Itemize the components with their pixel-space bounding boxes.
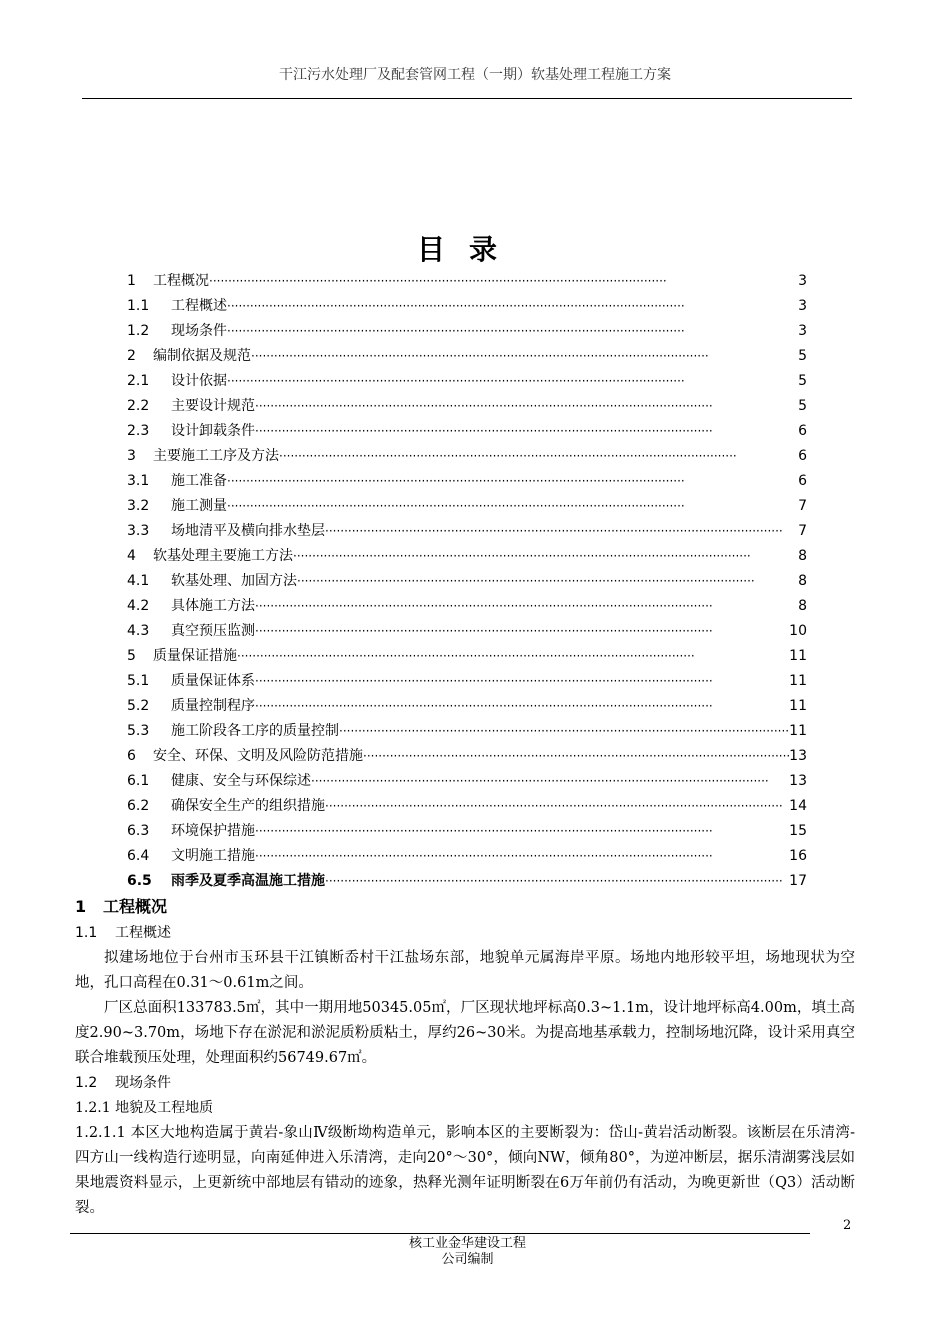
- toc-leader-dots: [255, 399, 793, 413]
- toc-entry[interactable]: [127, 770, 807, 795]
- toc-entry-page: 11: [789, 698, 807, 714]
- section-heading-1-2: [75, 1071, 855, 1096]
- toc-entry-number: 5: [127, 648, 136, 664]
- toc-entry-number: 3.2: [127, 498, 150, 514]
- toc-entry-page: 11: [789, 673, 807, 689]
- toc-leader-dots: [227, 324, 793, 338]
- toc-entry-page: 3: [798, 323, 807, 339]
- toc-entry[interactable]: [127, 270, 807, 295]
- toc-entry-page: 5: [798, 373, 807, 389]
- toc-entry-number: 2.3: [127, 423, 150, 439]
- toc-entry-page: 3: [798, 273, 807, 289]
- toc-leader-dots: [339, 724, 789, 738]
- toc-entry-number: 2: [127, 348, 136, 364]
- toc-entry-label: 设计依据: [171, 373, 227, 389]
- toc-entry-number: 1.2: [127, 323, 150, 339]
- toc-entry-number: 6.4: [127, 848, 150, 864]
- toc-entry-number: 6.5: [127, 873, 152, 889]
- toc-entry-number: 5.3: [127, 723, 150, 739]
- toc-entry-page: 15: [789, 823, 807, 839]
- toc-entry-label: 质量控制程序: [171, 698, 255, 714]
- toc-entry-number: 5.1: [127, 673, 150, 689]
- toc-leader-dots: [311, 774, 789, 788]
- toc-title: 目录: [416, 233, 521, 266]
- toc-leader-dots: [279, 449, 793, 463]
- toc-leader-dots: [325, 799, 789, 813]
- toc-entry[interactable]: [127, 495, 807, 520]
- toc-entry-page: 8: [798, 598, 807, 614]
- toc-entry-label: 设计卸载条件: [171, 423, 255, 439]
- toc-entry[interactable]: [127, 595, 807, 620]
- toc-entry-label: 施工准备: [171, 473, 227, 489]
- toc-entry-label: 编制依据及规范: [153, 348, 251, 364]
- toc-leader-dots: [255, 674, 789, 688]
- toc-leader-dots: [255, 599, 793, 613]
- toc-leader-dots: [255, 624, 789, 638]
- toc-entry[interactable]: [127, 445, 807, 470]
- toc-entry[interactable]: [127, 570, 807, 595]
- toc-entry[interactable]: [127, 345, 807, 370]
- toc-entry-label: 雨季及夏季高温施工措施: [171, 873, 325, 889]
- toc-entry-number: 3.3: [127, 523, 150, 539]
- paragraph: 1.2.1.1 本区大地构造属于黄岩-象山Ⅳ级断坳构造单元，影响本区的主要断裂为：岱山-黄岩活动断裂。该断层在乐清湾-四方山一线构造行迹明显，向南延伸进入乐清湾，走向20°～30°，倾向NW，倾角80°，为逆冲断层，据乐清湖雾浅层如果地震资料显示，上更新统中部地层有错动的迹象，热释光测年证明断裂在6万年前仍有活动，为晚更新世（Q3）活动断裂。: [75, 1125, 855, 1216]
- toc-entry-number: 1.1: [127, 298, 150, 314]
- toc-entry-page: 6: [798, 473, 807, 489]
- toc-entry-label: 环境保护措施: [171, 823, 255, 839]
- toc-entry-page: 5: [798, 398, 807, 414]
- toc-leader-dots: [227, 374, 793, 388]
- toc-entry-page: 8: [798, 548, 807, 564]
- toc-entry[interactable]: [127, 720, 807, 745]
- toc-leader-dots: [227, 499, 793, 513]
- footer-line: 核工业金华建设工程: [408, 1236, 526, 1251]
- toc-entry-page: 7: [798, 523, 807, 539]
- running-header: 干江污水处理厂及配套管网工程（一期）软基处理工程施工方案: [279, 67, 671, 83]
- toc-entry-page: 11: [789, 723, 807, 739]
- section-heading-1: [75, 894, 855, 921]
- section-number: 1.2: [75, 1075, 98, 1091]
- toc-entry-label: 健康、安全与环保综述: [171, 773, 311, 789]
- toc-entry-number: 4.2: [127, 598, 150, 614]
- toc-entry[interactable]: [127, 745, 807, 770]
- toc-leader-dots: [251, 349, 793, 363]
- toc-entry-number: 6.3: [127, 823, 150, 839]
- toc-entry-number: 2.2: [127, 398, 150, 414]
- toc-entry-page: 16: [789, 848, 807, 864]
- toc-entry-page: 13: [789, 748, 807, 764]
- toc-entry-label: 具体施工方法: [171, 598, 255, 614]
- toc-entry-label: 安全、环保、文明及风险防范措施: [153, 748, 363, 764]
- toc-leader-dots: [227, 299, 793, 313]
- toc-leader-dots: [255, 699, 789, 713]
- toc-entry[interactable]: [127, 620, 807, 645]
- toc-entry[interactable]: [127, 370, 807, 395]
- toc-entry-page: 14: [789, 798, 807, 814]
- toc-leader-dots: [255, 849, 789, 863]
- toc-entry[interactable]: [127, 395, 807, 420]
- header-divider: [82, 98, 852, 99]
- subsection-heading: 1.2.1 地貌及工程地质: [75, 1100, 214, 1116]
- toc-leader-dots: [297, 574, 793, 588]
- toc-entry-page: 13: [789, 773, 807, 789]
- toc-entry-label: 真空预压监测: [171, 623, 255, 639]
- toc-entry-page: 5: [798, 348, 807, 364]
- toc-entry[interactable]: [127, 820, 807, 845]
- toc-leader-dots: [255, 424, 793, 438]
- toc-entry[interactable]: [127, 870, 807, 895]
- toc-leader-dots: [209, 274, 793, 288]
- toc-entry-label: 场地清平及横向排水垫层: [171, 523, 325, 539]
- section-heading-1-1: [75, 921, 855, 946]
- toc-leader-dots: [325, 524, 793, 538]
- footer: [0, 1236, 935, 1268]
- toc-entry[interactable]: [127, 845, 807, 870]
- toc-entry-label: 质量保证体系: [171, 673, 255, 689]
- section-title: 工程概况: [103, 897, 168, 916]
- toc-entry-number: 3.1: [127, 473, 150, 489]
- toc-entry[interactable]: [127, 545, 807, 570]
- toc-entry[interactable]: [127, 470, 807, 495]
- toc-entry-label: 工程概况: [153, 273, 209, 289]
- toc-entry-page: 3: [798, 298, 807, 314]
- toc-leader-dots: [325, 874, 789, 888]
- section-title: 工程概述: [115, 925, 171, 941]
- toc-entry-label: 施工阶段各工序的质量控制: [171, 723, 339, 739]
- toc-entry-number: 4.1: [127, 573, 150, 589]
- toc-entry-label: 施工测量: [171, 498, 227, 514]
- toc-entry[interactable]: [127, 695, 807, 720]
- toc-entry-label: 主要施工工序及方法: [153, 448, 279, 464]
- toc-entry[interactable]: [127, 670, 807, 695]
- toc-entry-number: 1: [127, 273, 136, 289]
- paragraph: 厂区总面积133783.5㎡，其中一期用地50345.05㎡，厂区现状地坪标高0.3~1.1m，设计地坪标高4.00m，填土高度2.90~3.70m，场地下存在淤泥和淤泥质粉质粘土，厚约26~30米。为提高地基承载力，控制场地沉降，设计采用真空联合堆载预压处理，处理面积约56749.67㎡。: [75, 1000, 855, 1066]
- toc-entry-label: 文明施工措施: [171, 848, 255, 864]
- toc-entry-number: 4.3: [127, 623, 150, 639]
- toc-leader-dots: [293, 549, 793, 563]
- toc-entry-label: 现场条件: [171, 323, 227, 339]
- toc-entry-label: 软基处理主要施工方法: [153, 548, 293, 564]
- footer-line: 公司编制: [441, 1252, 494, 1267]
- footer-divider: [70, 1233, 810, 1234]
- toc-entry-label: 质量保证措施: [153, 648, 237, 664]
- toc-entry-page: 17: [789, 873, 807, 889]
- toc-entry-page: 10: [789, 623, 807, 639]
- toc-entry-number: 6.2: [127, 798, 150, 814]
- toc-entry-number: 2.1: [127, 373, 150, 389]
- table-of-contents: [127, 270, 807, 895]
- toc-entry-number: 6.1: [127, 773, 150, 789]
- toc-leader-dots: [255, 824, 789, 838]
- toc-leader-dots: [237, 649, 789, 663]
- toc-entry[interactable]: [127, 795, 807, 820]
- section-number: 1.1: [75, 925, 98, 941]
- toc-entry-page: 8: [798, 573, 807, 589]
- toc-entry-number: 5.2: [127, 698, 150, 714]
- toc-entry-label: 主要设计规范: [171, 398, 255, 414]
- toc-entry-label: 确保安全生产的组织措施: [171, 798, 325, 814]
- toc-entry-page: 6: [798, 423, 807, 439]
- section-title: 现场条件: [115, 1075, 171, 1091]
- toc-entry-number: 6: [127, 748, 136, 764]
- toc-entry[interactable]: [127, 645, 807, 670]
- toc-entry[interactable]: [127, 520, 807, 545]
- toc-entry-page: 7: [798, 498, 807, 514]
- toc-entry-page: 6: [798, 448, 807, 464]
- toc-entry[interactable]: [127, 320, 807, 345]
- toc-entry-label: 软基处理、加固方法: [171, 573, 297, 589]
- toc-entry-label: 工程概述: [171, 298, 227, 314]
- section-number: 1: [75, 897, 87, 916]
- toc-entry[interactable]: [127, 420, 807, 445]
- toc-leader-dots: [363, 749, 789, 763]
- paragraph: 拟建场地位于台州市玉环县干江镇断岙村干江盐场东部，地貌单元属海岸平原。场地内地形较平坦，场地现状为空地，孔口高程在0.31～0.61m之间。: [75, 950, 855, 991]
- toc-entry-page: 11: [789, 648, 807, 664]
- toc-leader-dots: [227, 474, 793, 488]
- toc-entry-number: 4: [127, 548, 136, 564]
- toc-entry-number: 3: [127, 448, 136, 464]
- toc-entry[interactable]: [127, 295, 807, 320]
- document-body: [75, 894, 855, 1221]
- page-number: 2: [843, 1218, 852, 1233]
